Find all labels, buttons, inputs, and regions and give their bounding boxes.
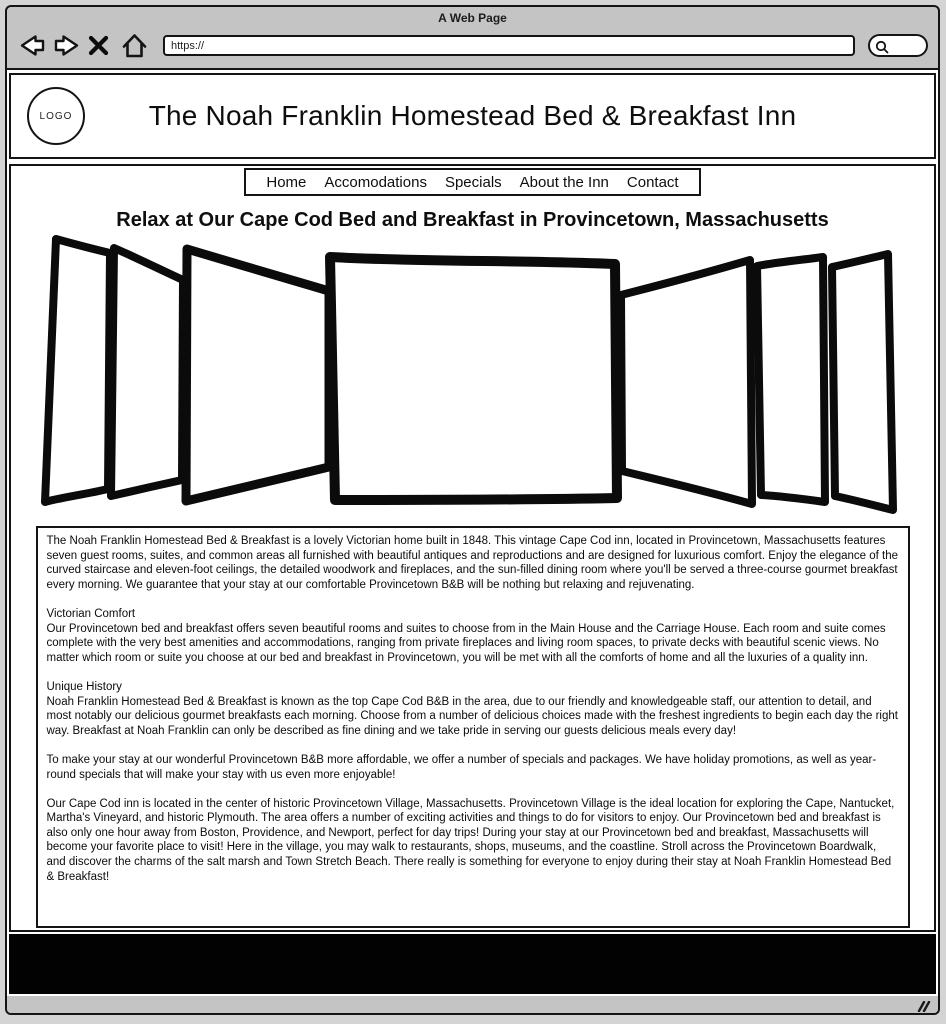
- section-body: To make your stay at our wonderful Provincetown B&B more affordable, we offer a number of specials and packages. We have holiday promotions, as well as year-round specials that will make your stay with us even more enjoyable!: [46, 753, 877, 781]
- text-section: [47, 753, 899, 782]
- text-section: [47, 534, 899, 592]
- resize-grip-icon[interactable]: [917, 999, 931, 1015]
- carousel-frame-center[interactable]: [330, 257, 617, 500]
- browser-window: [5, 5, 940, 1015]
- back-button[interactable]: [19, 32, 46, 59]
- carousel-frame-right-2[interactable]: [757, 257, 825, 502]
- section-body: The Noah Franklin Homestead Bed & Breakfast is a lovely Victorian home built in 1848. This vintage Cape Cod inn, located in Provincetown, Massachusetts features seven guest rooms, suites, and common areas all furnished with beautiful antiques and reproductions and are designed for luxurious comfort. Enjoy the elegance of the curved staircase and eleven-foot ceilings, the detailed woodwork and fireplaces, and the sun-filled dining room where you'll be served a three-course gourmet breakfast every morning. We guarantee that your stay at our comfortable Provincetown B&B will be nothing but relaxing and rejuvenating.: [46, 535, 898, 591]
- window-statusbar: [7, 996, 938, 1013]
- url-input[interactable]: [163, 35, 855, 56]
- site-header: [9, 73, 936, 159]
- carousel-frame-left-2[interactable]: [111, 248, 183, 496]
- carousel-frame-right-3[interactable]: [832, 254, 893, 510]
- back-icon: [19, 32, 46, 59]
- nav-item-accomodations[interactable]: Accomodations: [324, 173, 427, 191]
- section-body: Our Provincetown bed and breakfast offers seven beautiful rooms and suites to choose from in the Main House and the Carriage House. Each room and suite comes complete with the very best amenities and accommodations, ranging from private fireplaces and living room spaces, to private decks with beautiful scenic views. No matter which room or suite you choose at our bed and breakfast in Provincetown, you will be met with all the comforts of home and all the luxuries of a quality inn.: [46, 622, 886, 664]
- nav-item-contact[interactable]: Contact: [626, 173, 679, 191]
- section-body: Our Cape Cod inn is located in the center of historic Provincetown Village, Massachusetts. Provincetown Village is the ideal location for exploring the Cape, Nantucket, Martha's Vineyard, and historic Plymouth. The area offers a number of exciting activities and things to do for visitors to enjoy. Our Provincetown bed and breakfast is also only one hour away from Boston, Providence, and Newport, perfect for day trips! During your stay at our Provincetown bed and breakfast, Massachusetts will become your favorite place to visit! Here in the village, you may walk to restaurants, shops, museums, and the coastline. Stroll across the Provincetown Boardwalk, and discover the charms of the salt marsh and Town Stretch Beach. There really is something for everyone to enjoy during their stay at Noah Franklin Homestead Bed & Breakfast!: [46, 797, 895, 883]
- logo: [27, 87, 85, 145]
- nav-item-about-the-inn[interactable]: About the Inn: [519, 173, 609, 191]
- text-section: [47, 797, 899, 885]
- carousel-frame-left-1[interactable]: [186, 249, 329, 501]
- nav-item-specials[interactable]: Specials: [444, 173, 502, 191]
- search-input[interactable]: [868, 34, 928, 57]
- image-carousel-placeholder[interactable]: [39, 233, 907, 522]
- web-page-content: [7, 70, 938, 996]
- description-text-box: [36, 526, 910, 928]
- window-title: A Web Page: [438, 11, 507, 25]
- carousel-frame-left-3[interactable]: [45, 239, 110, 502]
- close-icon: [87, 34, 114, 57]
- main-navigation: [244, 168, 700, 196]
- site-footer: [9, 934, 936, 994]
- carousel-frame-right-1[interactable]: [621, 260, 752, 504]
- home-button[interactable]: [121, 32, 148, 59]
- section-title: Victorian Comfort: [46, 607, 136, 620]
- forward-icon: [53, 32, 80, 59]
- text-section: [47, 607, 899, 665]
- window-titlebar: [7, 7, 938, 29]
- site-title: The Noah Franklin Homestead Bed & Breakfast Inn: [148, 100, 797, 131]
- nav-item-home[interactable]: Home: [266, 173, 307, 191]
- browser-toolbar: [7, 29, 938, 70]
- main-content-box: [9, 164, 936, 932]
- section-body: Noah Franklin Homestead Bed & Breakfast is known as the top Cape Cod B&B in the area, due to our friendly and knowledgeable staff, our attention to detail, and most notably our delicious gourmet breakfasts each morning. Choose from a number of delicious choices made with the freshest ingredients to begin each day the right way. Breakfast at Noah Franklin can only be described as fine dining and we take pride in serving our guests delicious meals every day!: [46, 695, 898, 737]
- section-title: Unique History: [46, 680, 122, 693]
- page-heading: Relax at Our Cape Cod Bed and Breakfast in Provincetown, Massachusetts: [116, 209, 829, 231]
- home-icon: [121, 32, 148, 59]
- logo-label: LOGO: [39, 110, 73, 122]
- forward-button[interactable]: [53, 32, 80, 59]
- text-section: [47, 680, 899, 738]
- stop-button[interactable]: [87, 32, 114, 59]
